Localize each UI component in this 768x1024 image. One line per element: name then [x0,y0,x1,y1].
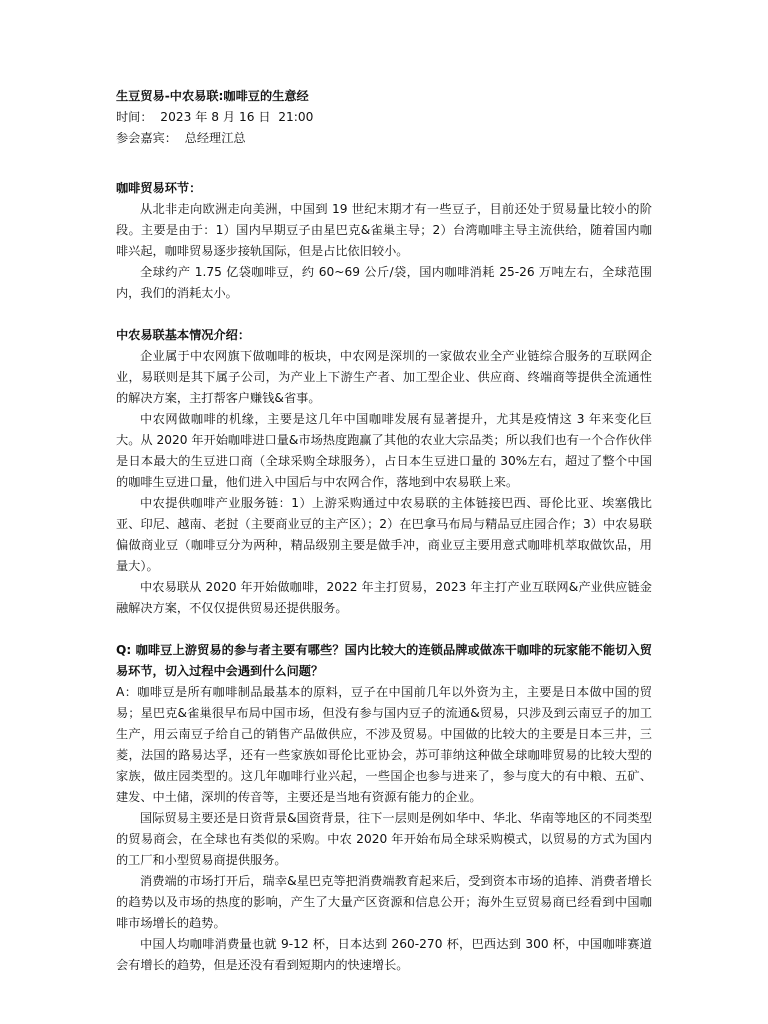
paragraph: 全球约产 1.75 亿袋咖啡豆，约 60~69 公斤/袋，国内咖啡消耗 25-26 万吨左右，全球范围内，我们的消耗太小。 [116,265,652,300]
qa-question: Q: 咖啡豆上游贸易的参与者主要有哪些？国内比较大的连锁品牌或做冻干咖啡的玩家能不能切入贸易环节，切入过程中会遇到什么问题？ [116,643,652,678]
document-title: 生豆贸易-中农易联:咖啡豆的生意经 [116,89,309,103]
paragraph: 国际贸易主要还是日资背景&国资背景，往下一层则是例如华中、华北、华南等地区的不同类型的贸易商会，在全球也有类似的采购。中农 2020 年开始布局全球采购模式，以贸易的方式为国内的工厂和小型贸易商提供服务。 [116,811,652,867]
paragraph: 中国人均咖啡消费量也就 9-12 杯，日本达到 260-270 杯，巴西达到 300 杯，中国咖啡赛道会有增长的趋势，但是还没有看到短期内的快速增长。 [116,937,652,972]
meeting-time: 时间： 2023 年 8 月 16 日 21:00 [116,110,314,124]
paragraph: 企业属于中农网旗下做咖啡的板块，中农网是深圳的一家做农业全产业链综合服务的互联网企业，易联则是其下属子公司，为产业上下游生产者、加工型企业、供应商、终端商等提供全流通性的解决方案，主打帮客户赚钱&省事。 [116,349,652,405]
spacer [116,304,652,325]
section-company-intro [116,325,652,619]
spacer [116,619,652,640]
section-qa [116,640,652,976]
spacer [116,149,652,178]
paragraph: 中农网做咖啡的机缘，主要是这几年中国咖啡发展有显著提升，尤其是疫情这 3 年来变化巨大。从 2020 年开始咖啡进口量&市场热度跑赢了其他的农业大宗品类；所以我们也有一个合作伙伴是日本最大的生豆进口商（全球采购全球服务），占日本生豆进口量的 30%左右，超过了整个中国的咖啡生豆进口量，他们进入中国后与中农网合作，落地到中农易联上来。 [116,412,652,489]
paragraph: 中农提供咖啡产业服务链：1）上游采购通过中农易联的主体链接巴西、哥伦比亚、埃塞俄比亚、印尼、越南、老挝（主要商业豆的主产区）；2）在巴拿马布局与精品豆庄园合作；3）中农易联偏做商业豆（咖啡豆分为两种，精品级别主要是做手冲，商业豆主要用意式咖啡机萃取做饮品，用量大）。 [116,496,652,573]
section-heading: 咖啡贸易环节： [116,181,202,195]
paragraph: 从北非走向欧洲走向美洲，中国到 19 世纪末期才有一些豆子，目前还处于贸易量比较小的阶段。主要是由于：1）国内早期豆子由星巴克&雀巢主导；2）台湾咖啡主导主流供给，随着国内咖啡兴起，咖啡贸易逐步接轨国际，但是占比依旧较小。 [116,202,652,258]
meeting-guest: 参会嘉宾： 总经理江总 [116,131,246,145]
qa-answer: A：咖啡豆是所有咖啡制品最基本的原料，豆子在中国前几年以外资为主，主要是日本做中国的贸易；星巴克&雀巢很早布局中国市场，但没有参与国内豆子的流通&贸易，只涉及到云南豆子的加工生产，用云南豆子给自己的销售产品做供应，不涉及贸易。中国做的比较大的主要是日本三井，三菱，法国的路易达孚，还有一些家族如哥伦比亚协会，苏可菲纳这种做全球咖啡贸易的比较大型的家族，做庄园类型的。这几年咖啡行业兴起，一些国企也参与进来了，参与度大的有中粮、五矿、建发、中土储，深圳的传音等，主要还是当地有资源有能力的企业。 [116,685,652,804]
section-heading: 中农易联基本情况介绍： [116,328,251,342]
paragraph: 消费端的市场打开后，瑞幸&星巴克等把消费端教育起来后，受到资本市场的追捧、消费者增长的趋势以及市场的热度的影响，产生了大量产区资源和信息公开；海外生豆贸易商已经看到中国咖啡市场增长的趋势。 [116,874,652,930]
section-coffee-trade [116,178,652,304]
paragraph: 中农易联从 2020 年开始做咖啡，2022 年主打贸易，2023 年主打产业互联网&产业供应链金融解决方案，不仅仅提供贸易还提供服务。 [116,580,652,615]
